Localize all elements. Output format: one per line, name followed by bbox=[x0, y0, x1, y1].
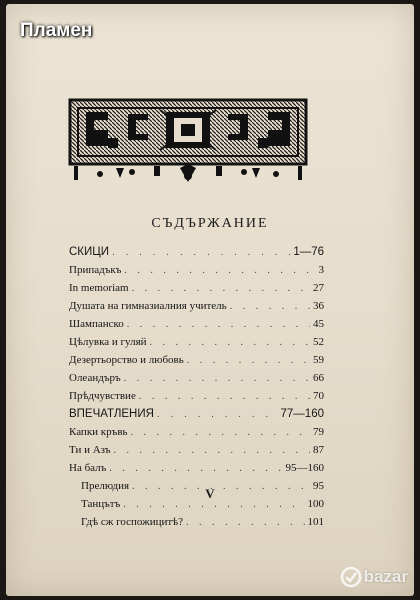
toc-page-number: 95—160 bbox=[285, 462, 324, 474]
watermark bbox=[340, 566, 408, 588]
toc-page-number: 45 bbox=[313, 318, 324, 330]
toc-entry bbox=[69, 405, 324, 423]
toc-page-number: 27 bbox=[313, 282, 324, 294]
toc-leader-dots bbox=[132, 280, 310, 298]
toc-page-number: 36 bbox=[313, 300, 324, 312]
toc-title: Ти и Азъ bbox=[69, 444, 111, 456]
toc-leader-dots bbox=[124, 262, 315, 280]
toc-leader-dots bbox=[157, 406, 278, 424]
toc-title: Танцътъ bbox=[81, 498, 121, 510]
watermark-logo-icon bbox=[340, 566, 362, 588]
toc-title: Дезертьорство и любовь bbox=[69, 354, 184, 366]
toc-title: Прелюдия bbox=[81, 480, 130, 492]
toc-title: Цѣлувка и гуляй bbox=[69, 336, 147, 348]
toc-page-number: 100 bbox=[307, 498, 324, 510]
toc-leader-dots bbox=[114, 442, 310, 460]
toc-title: СКИЦИ bbox=[69, 246, 110, 258]
toc-leader-dots bbox=[187, 352, 310, 370]
toc-entry bbox=[69, 351, 324, 369]
toc-leader-dots bbox=[139, 388, 310, 406]
toc-entry bbox=[69, 459, 324, 477]
toc-title: На балъ bbox=[69, 462, 107, 474]
seller-name: Пламен bbox=[20, 20, 93, 41]
toc-title: Прѣдчувствие bbox=[69, 390, 136, 402]
toc-entry bbox=[69, 297, 324, 315]
toc-leader-dots bbox=[186, 514, 304, 532]
toc-page-number: 1—76 bbox=[293, 246, 324, 258]
toc-page-number: 3 bbox=[318, 264, 324, 276]
toc-page-number: 79 bbox=[313, 426, 324, 438]
toc-title: Шампанско bbox=[69, 318, 124, 330]
toc-entry bbox=[69, 333, 324, 351]
toc-title: Припадъкъ bbox=[69, 264, 122, 276]
toc-title: Олеандъръ bbox=[69, 372, 121, 384]
toc-leader-dots bbox=[127, 316, 310, 334]
toc-leader-dots bbox=[112, 244, 290, 262]
toc-page-number: 87 bbox=[313, 444, 324, 456]
watermark-text: bazar bbox=[363, 567, 408, 586]
toc-page-number: 52 bbox=[313, 336, 324, 348]
toc-entry bbox=[69, 315, 324, 333]
toc-leader-dots bbox=[150, 334, 310, 352]
toc-leader-dots bbox=[230, 298, 310, 316]
toc-page-number: 101 bbox=[307, 516, 324, 528]
toc-entry bbox=[69, 387, 324, 405]
toc-page-number: 70 bbox=[313, 390, 324, 402]
toc-entry bbox=[69, 441, 324, 459]
toc-page-number: 95 bbox=[313, 480, 324, 492]
decorative-ornament bbox=[68, 98, 308, 190]
toc-entry bbox=[69, 513, 324, 531]
toc-leader-dots bbox=[109, 460, 282, 478]
toc-title: Капки кръвь bbox=[69, 426, 128, 438]
toc-page-number: 77—160 bbox=[280, 408, 324, 420]
toc-leader-dots bbox=[124, 370, 310, 388]
toc-entry bbox=[69, 261, 324, 279]
toc-entry bbox=[69, 279, 324, 297]
page-number: V bbox=[205, 486, 215, 501]
toc-title: Душата на гимназиалния учитель bbox=[69, 300, 227, 312]
toc-leader-dots bbox=[131, 424, 310, 442]
toc-entry bbox=[69, 423, 324, 441]
contents-heading: СЪДЪРЖАНИЕ bbox=[151, 216, 269, 231]
toc-page-number: 66 bbox=[313, 372, 324, 384]
book-page bbox=[6, 4, 414, 596]
toc-entry bbox=[69, 369, 324, 387]
toc-title: ВПЕЧАТЛЕНИЯ bbox=[69, 408, 154, 420]
toc-page-number: 59 bbox=[313, 354, 324, 366]
toc-title: In memoriam bbox=[69, 282, 129, 294]
toc-title: Гдѣ сж госпожицитѣ? bbox=[81, 516, 184, 528]
toc-entry bbox=[69, 243, 324, 261]
